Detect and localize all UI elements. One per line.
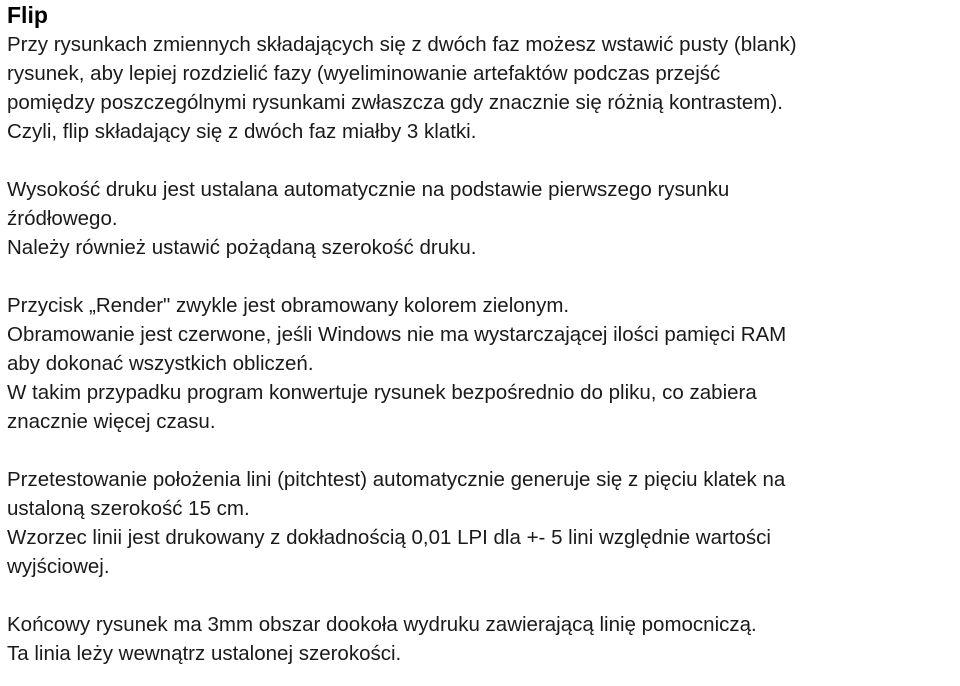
text-line: Przycisk „Render" zwykle jest obramowany kolorem zielonym. [7,294,570,317]
page-title: Flip [7,2,48,28]
text-line: pomiędzy poszczególnymi rysunkami zwłaszcza gdy znacznie się różnią kontrastem). [7,91,783,114]
text-line: Należy również ustawić pożądaną szerokość druku. [7,236,477,259]
text-line: Przetestowanie położenia lini (pitchtest) automatycznie generuje się z pięciu klatek na [7,468,786,491]
text-line: W takim przypadku program konwertuje rysunek bezpośrednio do pliku, co zabiera [7,381,757,404]
text-line: Ta linia leży wewnątrz ustalonej szerokości. [7,642,402,665]
text-line: znacznie więcej czasu. [7,410,216,433]
paragraph-3 [7,291,957,436]
text-line: wyjściowej. [7,555,110,578]
paragraph-2 [7,175,957,262]
document-page [7,0,957,668]
text-line: Obramowanie jest czerwone, jeśli Windows nie ma wystarczającej ilości pamięci RAM [7,323,787,346]
text-line: Przy rysunkach zmiennych składających się z dwóch faz możesz wstawić pusty (blank) [7,33,797,56]
paragraph-4 [7,465,957,581]
text-line: rysunek, aby lepiej rozdzielić fazy (wyeliminowanie artefaktów podczas przejść [7,62,721,85]
text-line: Czyli, flip składający się z dwóch faz miałby 3 klatki. [7,120,477,143]
text-line: źródłowego. [7,207,118,230]
text-line: Wzorzec linii jest drukowany z dokładnością 0,01 LPI dla +- 5 lini względnie wartości [7,526,771,549]
text-line: aby dokonać wszystkich obliczeń. [7,352,314,375]
paragraph-5 [7,610,957,668]
paragraph-1 [7,30,957,146]
paragraph-spacer [7,436,957,465]
paragraph-spacer [7,581,957,610]
text-line: Wysokość druku jest ustalana automatycznie na podstawie pierwszego rysunku [7,178,730,201]
paragraph-spacer [7,262,957,291]
text-line: ustaloną szerokość 15 cm. [7,497,250,520]
paragraph-spacer [7,146,957,175]
text-line: Końcowy rysunek ma 3mm obszar dookoła wydruku zawierającą linię pomocniczą. [7,613,757,636]
